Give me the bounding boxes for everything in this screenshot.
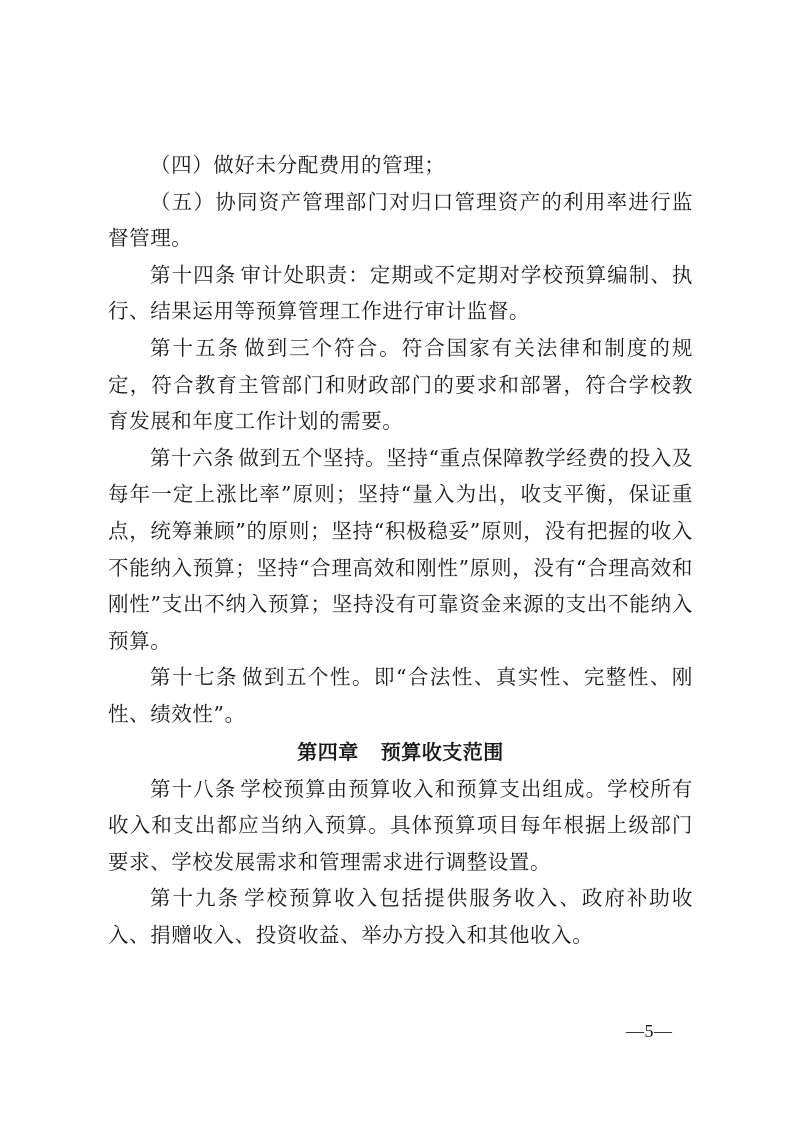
article-text: 做到五个性。即“合法性、真实性、完整性、刚性、绩效性”。: [108, 665, 693, 726]
article-number: 第十九条: [150, 886, 241, 911]
article-14: [108, 257, 693, 330]
article-number: 第十五条: [150, 335, 241, 360]
article-number: 第十八条: [150, 776, 237, 801]
article-text: 做到五个坚持。坚持“重点保障教学经费的投入及每年一定上涨比率”原则；坚持“量入为出，收支平衡，保证重点，统筹兼顾”的原则；坚持“积极稳妥”原则，没有把握的收入不能纳入预算；坚持“合理高效和刚性”原则，没有“合理高效和刚性”支出不纳入预算；坚持没有可靠资金来源的支出不能纳入预算。: [108, 445, 693, 653]
article-text: 学校预算由预算收入和预算支出组成。学校所有收入和支出都应当纳入预算。具体预算项目每年根据上级部门要求、学校发展需求和管理需求进行调整设置。: [108, 776, 693, 874]
article-text: 做到三个符合。符合国家有关法律和制度的规定，符合教育主管部门和财政部门的要求和部署，符合学校教育发展和年度工作计划的需要。: [108, 335, 694, 434]
article-text: 审计处职责：定期或不定期对学校预算编制、执行、结果运用等预算管理工作进行审计监督。: [108, 262, 693, 324]
paragraph-item-5: [108, 184, 693, 257]
chapter-number: 第四章: [297, 739, 359, 764]
article-text: 学校预算收入包括提供服务收入、政府补助收入、捐赠收入、投资收益、举办方投入和其他收入。: [108, 886, 694, 947]
article-16: [108, 440, 693, 660]
article-number: 第十七条: [150, 665, 238, 690]
chapter-heading: [108, 733, 693, 771]
article-18: [108, 771, 693, 881]
paragraph-text: （五）协同资产管理部门对归口管理资产的利用率进行监督管理。: [108, 189, 693, 251]
article-number: 第十六条: [150, 445, 235, 470]
article-19: [108, 880, 693, 953]
article-17: [108, 659, 693, 732]
document-body: [108, 147, 693, 953]
chapter-title: 预算收支范围: [380, 739, 504, 764]
article-15: [108, 330, 693, 440]
paragraph-text: （四）做好未分配费用的管理；: [150, 153, 446, 177]
page-number: —5—: [626, 1021, 673, 1041]
article-number: 第十四条: [150, 262, 237, 287]
paragraph-item-4: [108, 147, 693, 184]
